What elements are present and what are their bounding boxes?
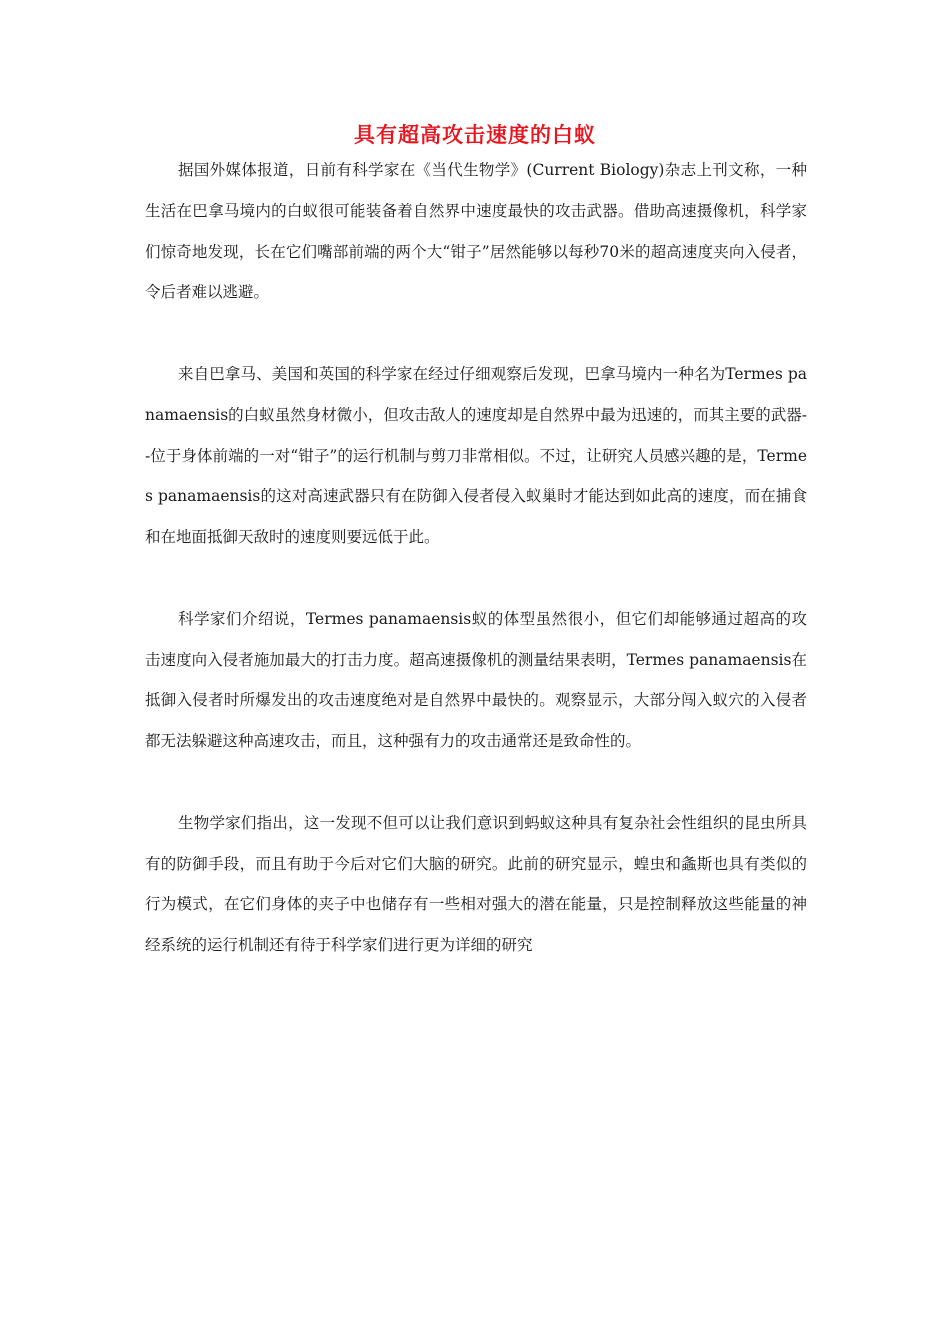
document-body — [145, 150, 807, 966]
paragraph-2: 来自巴拿马、美国和英国的科学家在经过仔细观察后发现，巴拿马境内一种名为Termes panamaensis的白蚁虽然身材微小，但攻击敌人的速度却是自然界中最为迅速的，而其主要的武器--位于身体前端的一对“钳子”的运行机制与剪刀非常相似。不过，让研究人员感兴趣的是，Termes panamaensis的这对高速武器只有在防御入侵者侵入蚁巢时才能达到如此高的速度，而在捕食和在地面抵御天敌时的速度则要远低于此。 — [145, 364, 807, 547]
paragraph-3: 科学家们介绍说，Termes panamaensis蚁的体型虽然很小，但它们却能够通过超高的攻击速度向入侵者施加最大的打击力度。超高速摄像机的测量结果表明，Termes panamaensis在抵御入侵者时所爆发出的攻击速度绝对是自然界中最快的。观察显示，大部分闯入蚁穴的入侵者都无法躲避这种高速攻击，而且，这种强有力的攻击通常还是致命性的。 — [145, 609, 807, 751]
paragraph-1: 据国外媒体报道，日前有科学家在《当代生物学》(Current Biology)杂志上刊文称，一种生活在巴拿马境内的白蚁很可能装备着自然界中速度最快的攻击武器。借助高速摄像机，科学家们惊奇地发现，长在它们嘴部前端的两个大“钳子”居然能够以每秒70米的超高速度夹向入侵者，令后者难以逃避。 — [145, 161, 807, 302]
document-title: 具有超高攻击速度的白蚁 — [354, 123, 596, 147]
paragraph-4: 生物学家们指出，这一发现不但可以让我们意识到蚂蚁这种具有复杂社会性组织的昆虫所具有的防御手段，而且有助于今后对它们大脑的研究。此前的研究显示，蝗虫和螽斯也具有类似的行为模式，在它们身体的夹子中也储存有一些相对强大的潜在能量，只是控制释放这些能量的神经系统的运行机制还有待于科学家们进行更为详细的研究 — [145, 813, 807, 955]
